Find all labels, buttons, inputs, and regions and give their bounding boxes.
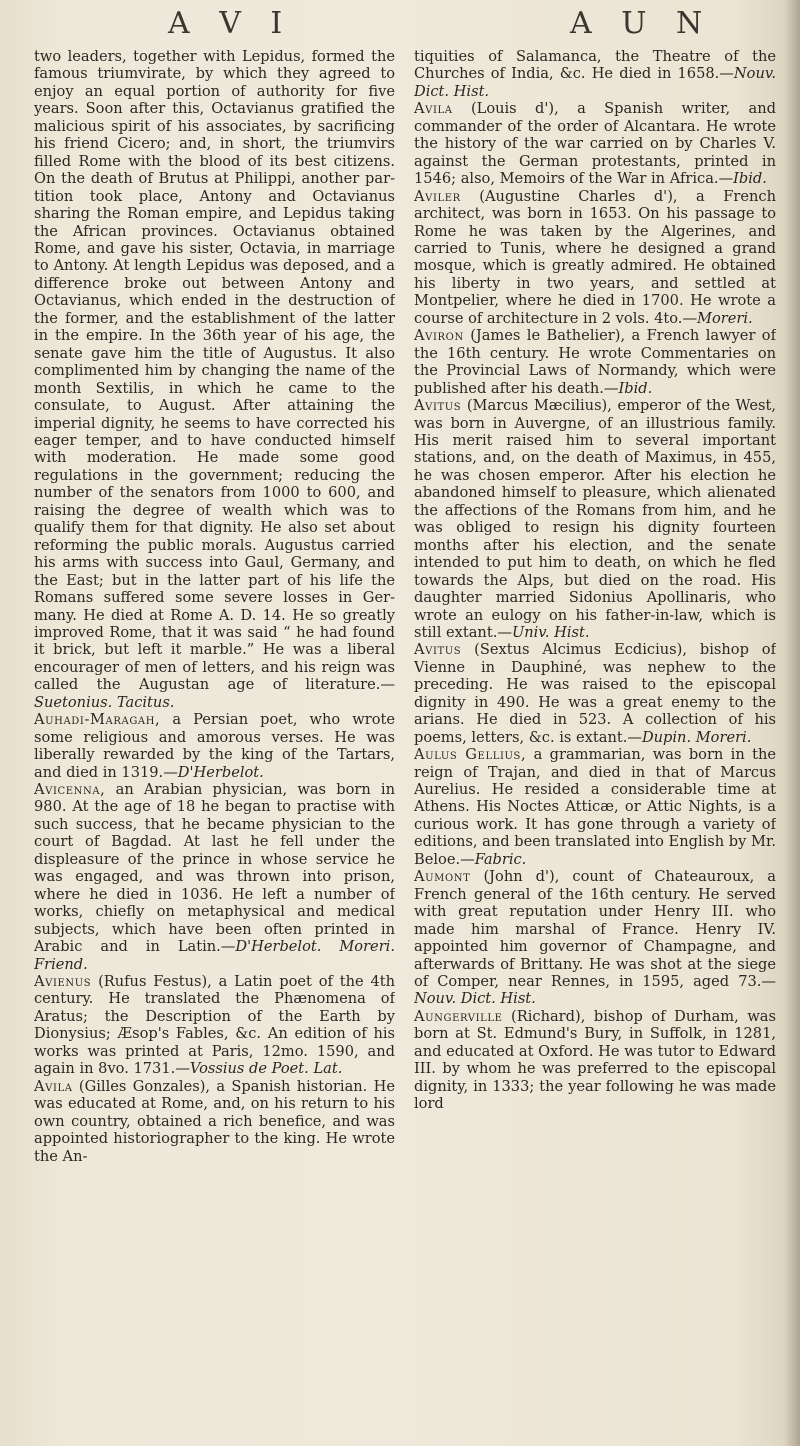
entry-text: (Louis d'), a Spanish writer, and commander of the order of Alcantara. He wrote the history of the war carried on by Charles V. against the German protestants, printed in 1546; also, Memoirs of the War in Africa. <box>414 100 776 188</box>
entry-headword: Aviron <box>414 327 464 345</box>
entry-reference: —D'Herbelot. Moreri. Friend. <box>34 938 395 973</box>
dictionary-entry <box>414 188 776 328</box>
dictionary-entry <box>414 641 776 746</box>
entry-text: (James le Bathelier), a French lawyer of the 16th century. He wrote Commentaries on the Provincial Laws of Normandy, which were published after his death. <box>414 327 776 397</box>
right-column <box>414 48 776 1440</box>
entry-reference: —Dupin. Moreri. <box>627 728 752 746</box>
entry-reference: —Nouv. Dict. Hist. <box>414 65 776 100</box>
left-column <box>34 48 395 1440</box>
entry-headword: Avicenna, <box>34 781 106 799</box>
running-head-left: A V I <box>168 6 293 41</box>
entry-continuation <box>414 48 776 100</box>
entry-text: an Arabian physician, was born in 980. At the age of 18 he began to practise with such success, that he became physician to the court of Bagdad. At last he fell under the displeasure of the prince in whose service he was engaged, and was thrown into prison, where he died in 1036. He left a number of works, chiefly on metaphysical and medical subjects, which have been often printed in Arabic and in Latin. <box>34 781 395 956</box>
entry-reference: —Vossius de Poet. Lat. <box>175 1060 343 1078</box>
entry-reference: —Fabric. <box>460 850 527 868</box>
dictionary-entry <box>34 973 395 1078</box>
entry-headword: Aulus Gellius, <box>414 746 527 764</box>
entry-headword: Avila <box>34 1077 73 1095</box>
dictionary-entry <box>414 746 776 868</box>
entry-headword: Aviler <box>414 187 461 205</box>
entry-reference: —Ibid. <box>603 379 653 397</box>
entry-reference: —D'Herbelot. <box>163 763 264 781</box>
entry-text: (Gilles Gonzales), a Spanish historian. He was educated at Rome, and, on his return to his own country, obtained a rich benefice, and was appointed historiographer to the king. He wrote the An- <box>34 1077 395 1165</box>
dictionary-entry <box>34 711 395 781</box>
entry-text: (Augustine Charles d'), a French architect, was born in 1653. On his passage to Rome he was taken by the Algerines, and carried to Tunis, where he designed a grand mosque, which is greatly admired. He obtained his liberty in two years, and settled at Montpelier, where he died in 1700. He wrote a course of architecture in 2 vols. 4to. <box>414 187 776 327</box>
entry-reference: —Suetonius. Tacitus. <box>34 676 395 711</box>
entry-reference: —Univ. Hist. <box>497 623 590 641</box>
entry-text: a grammarian, was born in the reign of Trajan, and died in that of Marcus Aurelius. He resided a considerable time at Athens. His Noctes Atticæ, or Attic Nights, is a curious work. It has gone through a variety of editions, and been translated into English by Mr. Beloe. <box>414 746 776 868</box>
dictionary-entry <box>414 1008 776 1113</box>
entry-continuation <box>34 48 395 711</box>
entry-reference: —Nouv. Dict. Hist. <box>414 973 776 1008</box>
dictionary-entry <box>34 781 395 973</box>
entry-headword: Aungerville <box>414 1007 503 1025</box>
dictionary-entry <box>414 868 776 1008</box>
entry-headword: Avitus <box>414 641 462 659</box>
entry-text: tiquities of Salamanca, the Theatre of the Churches of India, &c. He died in 1658. <box>414 48 776 83</box>
entry-text: a Persian poet, who wrote some religious and amorous verses. He was liberally rewarded by the king of the Tartars, and died in 1319. <box>34 711 395 781</box>
entry-text: (John d'), count of Chateauroux, a French general of the 16th century. He served with great reputation under Henry III. who made him marshal of France. Henry IV. appointed him governor of Champagne, and afterwards of Brittany. He was shot at the siege of Comper, near Rennes, in 1595, aged 73. <box>414 868 776 991</box>
entry-text: (Marcus Mæcilius), emperor of the West, was born in Auvergne, of an illustrious family. His merit raised him to several important stations, and, on the death of Maximus, in 455, he was chosen emperor. After his election he abandoned himself to pleasure, which alienated the affections of the Romans from him, and he was obliged to resign his dignity fourteen months after his election, and the senate intended to put him to death, on which he fled towards the Alps, but died on the road. His daughter married Sidonius Apollinaris, who wrote an eulogy on his father-in-law, which is still extant. <box>414 397 776 641</box>
entry-text: two leaders, together with Lepidus, formed the famous triumvirate, by which they agreed to enjoy an equal portion of authority for five years. Soon after this, Octavianus gratified the malicious spirit of his associates, by sacrificing his friend Cicero; and, in short, the triumvirs filled Rome with the blood of its best citizens. On the death of Brutus at Philippi, another partition took place, Antony and Octavianus sharing the Roman empire, and Lepidus taking the African provinces. Octavianus obtained Rome, and gave his sister, Octavia, in marriage to Antony. At length Lepidus was deposed, and a difference broke out between Antony and Octavianus, which ended in the destruction of the former, and the establishment of the latter in the empire. In the 36th year of his age, the senate gave him the title of Augustus. It also complimented him by changing the name of the month Sextilis, in which he came to the consulate, to August. After attaining the imperial dignity, he seems to have corrected his eager temper, and to have conducted himself with moderation. He made some good regulations in the government; reducing the number of the senators from 1000 to 600, and raising the degree of wealth which was to qualify them for that dignity. He also set about reforming the public morals. Augustus carried his arms with success into Gaul, Germany, and the East; but in the latter part of his life the Romans suffered some severe losses in Germany. He died at Rome A. D. 14. He so greatly improved Rome, that it was said “ he had found it brick, but left it marble.” He was a liberal encourager of men of letters, and his reign was called the Augustan age of literature. <box>34 48 395 694</box>
entry-headword: Avienus <box>34 973 92 991</box>
dictionary-entry <box>414 100 776 187</box>
page-header <box>0 4 800 44</box>
dictionary-entry <box>34 1078 395 1165</box>
entry-headword: Aumont <box>414 868 471 886</box>
entry-reference: —Ibid. <box>718 170 767 188</box>
entry-text: (Richard), bishop of Durham, was born at St. Edmund's Bury, in Suffolk, in 1281, and educated at Oxford. He was tutor to Edward III. by whom he was preferred to the episcopal dignity, in 1333; the year following he was made lord <box>414 1007 776 1113</box>
dictionary-entry <box>414 327 776 397</box>
entry-text: (Sextus Alcimus Ecdicius), bishop of Vienne in Dauphiné, was nephew to the preceding. He was raised to the episcopal dignity in 490. He was a great enemy to the arians. He died in 523. A collection of his poems, letters, &c. is extant. <box>414 641 776 746</box>
entry-headword: Auhadi-Maragah, <box>34 711 161 729</box>
running-head-right: A U N <box>570 6 713 41</box>
entry-headword: Avitus <box>414 397 462 415</box>
entry-text: (Rufus Festus), a Latin poet of the 4th century. He translated the Phænomena of Aratus; the Description of the Earth by Dionysius; Æsop's Fables, &c. An edition of his works was printed at Paris, 12mo. 1590, and again in 8vo. 1731. <box>34 973 395 1078</box>
entry-reference: —Moreri. <box>682 309 753 327</box>
page-edge-shadow <box>784 0 800 1446</box>
dictionary-entry <box>414 397 776 641</box>
entry-headword: Avila <box>414 100 453 118</box>
